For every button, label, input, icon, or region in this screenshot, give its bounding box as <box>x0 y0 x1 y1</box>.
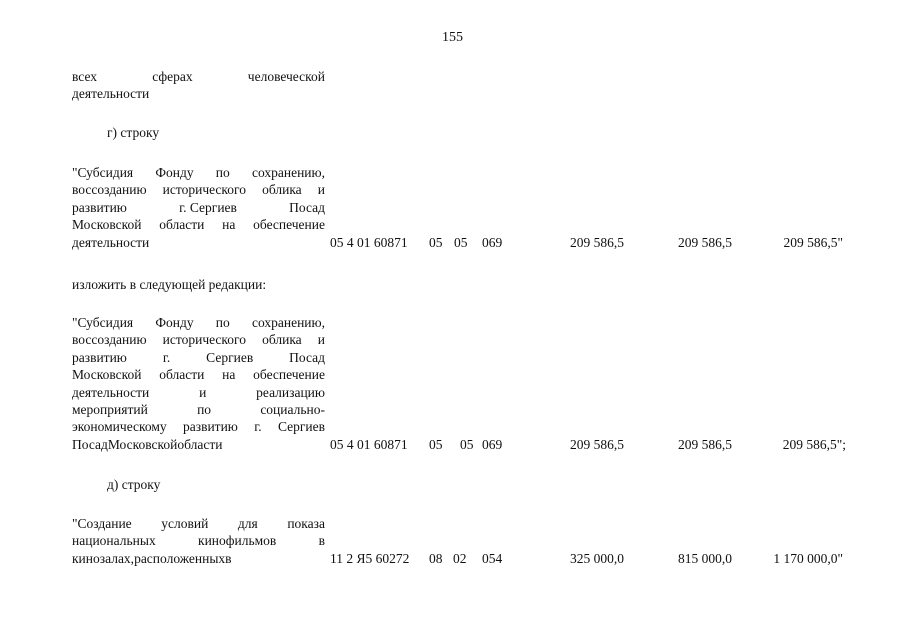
expense-type-code: 069 <box>482 437 503 452</box>
word: социально- <box>260 402 325 418</box>
word: области <box>159 217 205 233</box>
item-label-d: д) строку <box>107 477 161 492</box>
word: национальных <box>72 533 156 549</box>
text-line <box>72 181 325 198</box>
row-description-cinema <box>72 515 325 567</box>
word: сохранению, <box>251 315 325 330</box>
amount-year-1: 325 000,0 <box>570 551 624 566</box>
word: в <box>225 550 232 566</box>
word: "Субсидия <box>72 165 134 180</box>
text-block-continuation <box>72 68 325 103</box>
word: на <box>222 367 236 383</box>
section-code: 05 <box>429 437 443 452</box>
word: на <box>222 217 236 233</box>
edit-instruction: изложить в следующей редакции: <box>72 277 267 292</box>
word: облика <box>262 182 302 198</box>
amount-year-2: 209 586,5 <box>678 437 732 452</box>
word: "Субсидия <box>72 315 134 330</box>
word: и <box>317 182 325 198</box>
text-line <box>72 401 325 418</box>
word: экономическому <box>72 419 167 435</box>
word: и <box>317 332 325 348</box>
target-article-code: 05 4 01 60871 <box>330 235 408 250</box>
text-line <box>72 234 325 251</box>
word: обеспечение <box>253 217 325 233</box>
amount-year-1: 209 586,5 <box>570 437 624 452</box>
word: г. <box>162 349 171 365</box>
word: развитию <box>183 419 238 435</box>
text-line <box>72 532 325 549</box>
word: человеческой <box>247 69 325 84</box>
item-label-g: г) строку <box>107 125 160 140</box>
word: исторического <box>162 182 247 198</box>
word: деятельности <box>72 384 150 400</box>
word: г. Сергиев <box>179 199 237 215</box>
text-line <box>72 550 325 567</box>
amount-year-3: 209 586,5" <box>783 235 843 250</box>
word: Фонду <box>155 315 194 330</box>
word: сферах <box>152 69 193 84</box>
page-number: 155 <box>442 30 463 45</box>
word: Фонду <box>155 165 194 180</box>
subsection-code: 05 <box>454 235 468 250</box>
word: Посад <box>289 349 325 365</box>
text-line <box>72 164 325 181</box>
word: Посад <box>289 199 325 215</box>
word: деятельности <box>72 86 150 102</box>
word: Сергиев <box>206 349 254 365</box>
word: воссозданию <box>72 182 147 198</box>
word: условий <box>161 516 209 531</box>
text-line <box>72 349 325 366</box>
word: кинофильмов <box>198 533 277 549</box>
word: по <box>215 165 230 180</box>
word: "Создание <box>72 516 132 531</box>
amount-year-1: 209 586,5 <box>570 235 624 250</box>
word: в <box>318 533 325 549</box>
text-line <box>72 85 325 102</box>
word: показа <box>287 516 325 531</box>
word: области <box>177 436 223 452</box>
word: сохранению, <box>251 165 325 180</box>
word: деятельности <box>72 234 150 250</box>
row-description-new <box>72 314 325 453</box>
text-line <box>72 314 325 331</box>
text-line <box>72 418 325 435</box>
word: и <box>199 384 207 400</box>
subsection-code: 02 <box>453 551 467 566</box>
section-code: 05 <box>429 235 443 250</box>
text-line <box>72 199 325 216</box>
word: развитию <box>72 199 127 215</box>
amount-year-2: 815 000,0 <box>678 551 732 566</box>
amount-year-3: 1 170 000,0" <box>773 551 843 566</box>
word: расположенных <box>134 550 226 566</box>
word: реализацию <box>256 384 325 400</box>
word: Московской <box>107 436 178 452</box>
section-code: 08 <box>429 551 443 566</box>
text-line <box>72 216 325 233</box>
word: Посад <box>72 436 108 452</box>
word: области <box>159 367 205 383</box>
word: для <box>237 516 258 531</box>
word: воссозданию <box>72 332 147 348</box>
text-line <box>72 515 325 532</box>
subsection-code: 05 <box>460 437 474 452</box>
text-line <box>72 366 325 383</box>
word: всех <box>72 69 98 84</box>
word: облика <box>262 332 302 348</box>
word: по <box>197 402 212 418</box>
expense-type-code: 069 <box>482 235 503 250</box>
word: Сергиев <box>277 419 325 435</box>
word: Московской <box>72 217 142 233</box>
word: кинозалах, <box>72 550 135 566</box>
word: исторического <box>162 332 247 348</box>
text-line <box>72 436 325 453</box>
amount-year-3: 209 586,5"; <box>782 437 846 452</box>
text-line <box>72 68 325 85</box>
text-line <box>72 384 325 401</box>
target-article-code: 11 2 Я5 60272 <box>330 551 410 566</box>
expense-type-code: 054 <box>482 551 503 566</box>
word: обеспечение <box>253 367 325 383</box>
amount-year-2: 209 586,5 <box>678 235 732 250</box>
word: развитию <box>72 349 127 365</box>
word: мероприятий <box>72 402 148 418</box>
word: по <box>215 315 230 330</box>
text-line <box>72 331 325 348</box>
row-description-original <box>72 164 325 251</box>
target-article-code: 05 4 01 60871 <box>330 437 408 452</box>
word: Московской <box>72 367 142 383</box>
word: г. <box>254 419 262 435</box>
